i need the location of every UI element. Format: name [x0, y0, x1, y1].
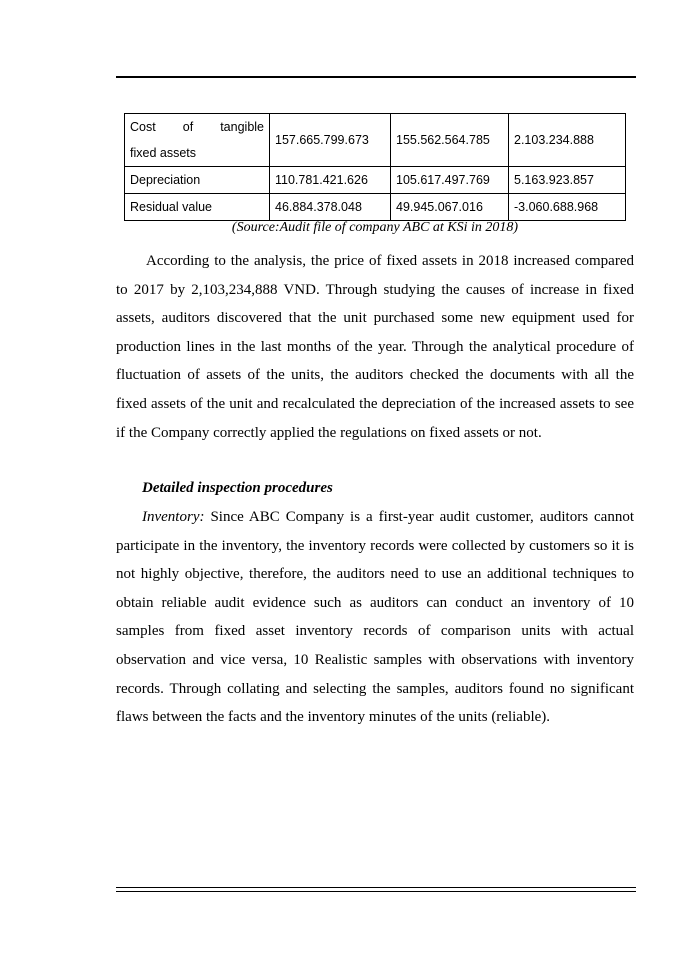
paragraph-inventory: [116, 503, 634, 732]
paragraph-analysis: According to the analysis, the price of fixed assets in 2018 increased compared to 2017 by 2,103,234,888 VND. Through studying the causes of increase in fixed assets, auditors discovered that the unit purchased some new equipment used for production lines in the last months of the year. Through the analytical procedure of fluctuation of assets of the units, the auditors checked the documents with all the fixed assets of the unit and recalculated the depreciation of the increased assets to see if the Company correctly applied the regulations on fixed assets or not.: [116, 253, 634, 441]
table-row: [125, 194, 626, 221]
fixed-assets-table: [124, 113, 626, 221]
label-line-2: fixed assets: [130, 146, 197, 160]
table-row: [125, 114, 626, 167]
table-cell-label: Depreciation: [125, 167, 270, 194]
table-cell-2018: 46.884.378.048: [270, 194, 391, 221]
table-source-caption: (Source:Audit file of company ABC at KSi in 2018): [231, 220, 519, 235]
table-cell-difference: 2.103.234.888: [509, 114, 626, 167]
table-cell-label: [125, 114, 270, 167]
table-cell-2018: 157.665.799.673: [270, 114, 391, 167]
table-row: [125, 167, 626, 194]
label-line-1: Cost of tangible: [130, 120, 264, 134]
table-cell-2017: 155.562.564.785: [391, 114, 509, 167]
footer-rule: [116, 887, 636, 892]
table-cell-2017: 49.945.067.016: [391, 194, 509, 221]
table-cell-difference: -3.060.688.968: [509, 194, 626, 221]
header-rule: [116, 76, 636, 78]
section-heading: Detailed inspection procedures: [142, 480, 333, 496]
table-cell-2017: 105.617.497.769: [391, 167, 509, 194]
table-cell-difference: 5.163.923.857: [509, 167, 626, 194]
paragraph-body: Since ABC Company is a first-year audit customer, auditors cannot participate in the inventory, the inventory records were collected by customers so it is not highly objective, therefore, the auditors need to use an additional techniques to obtain reliable audit evidence such as auditors can conduct an inventory of 10 samples from fixed asset inventory records of comparison units with actual observation and vice versa, 10 Realistic samples with observations with inventory records. Through collating and selecting the samples, auditors found no significant flaws between the facts and the inventory minutes of the units (reliable).: [116, 509, 634, 726]
table-cell-2018: 110.781.421.626: [270, 167, 391, 194]
paragraph-lead: Inventory:: [142, 509, 205, 525]
table-cell-label: Residual value: [125, 194, 270, 221]
